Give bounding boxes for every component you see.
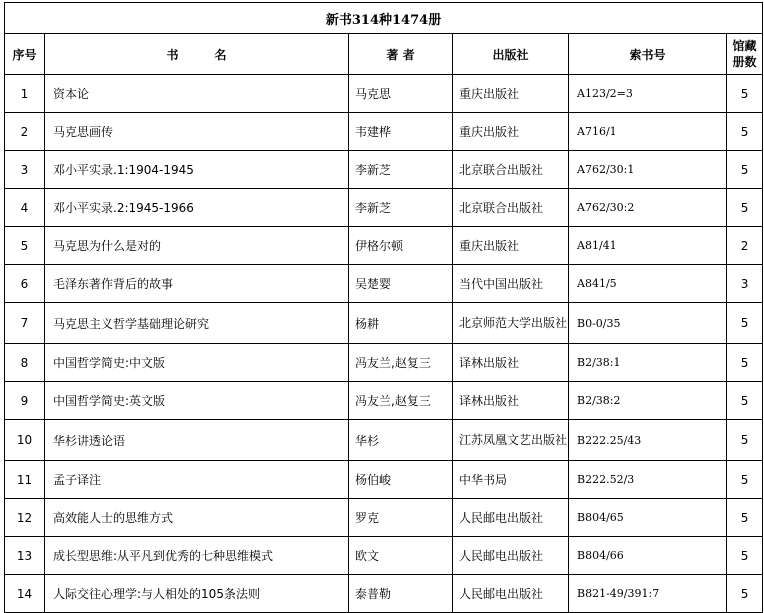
book-call-number: A123/2=3 [569, 75, 727, 113]
book-author: 伊格尔顿 [349, 227, 453, 265]
header-title: 书 名 [45, 34, 349, 75]
row-no: 7 [5, 303, 45, 344]
book-call-number: B804/65 [569, 499, 727, 537]
row-no: 12 [5, 499, 45, 537]
book-author: 李新芝 [349, 189, 453, 227]
header-no: 序号 [5, 34, 45, 75]
row-no: 6 [5, 265, 45, 303]
header-call-number: 索书号 [569, 34, 727, 75]
table-row [5, 499, 763, 537]
book-title: 华杉讲透论语 [45, 420, 349, 461]
table-row [5, 227, 763, 265]
table-row [5, 420, 763, 461]
table-row [5, 303, 763, 344]
book-call-number: B222.25/43 [569, 420, 727, 461]
book-title: 邓小平实录.1:1904-1945 [45, 151, 349, 189]
header-publisher: 出版社 [453, 34, 569, 75]
row-no: 5 [5, 227, 45, 265]
book-author: 欧文 [349, 537, 453, 575]
book-publisher: 译林出版社 [453, 382, 569, 420]
book-call-number: A762/30:2 [569, 189, 727, 227]
table-row [5, 461, 763, 499]
book-publisher: 北京联合出版社 [453, 151, 569, 189]
book-call-number: B804/66 [569, 537, 727, 575]
book-list-table [4, 2, 763, 613]
book-copies: 5 [727, 344, 763, 382]
row-no: 1 [5, 75, 45, 113]
book-author: 罗克 [349, 499, 453, 537]
book-publisher: 人民邮电出版社 [453, 575, 569, 613]
book-title: 马克思画传 [45, 113, 349, 151]
book-publisher: 重庆出版社 [453, 227, 569, 265]
book-title: 人际交往心理学:与人相处的105条法则 [45, 575, 349, 613]
book-title: 马克思主义哲学基础理论研究 [45, 303, 349, 344]
book-copies: 5 [727, 499, 763, 537]
book-copies: 2 [727, 227, 763, 265]
book-copies: 5 [727, 113, 763, 151]
row-no: 4 [5, 189, 45, 227]
book-title: 毛泽东著作背后的故事 [45, 265, 349, 303]
book-copies: 5 [727, 575, 763, 613]
book-copies: 5 [727, 75, 763, 113]
table-row [5, 151, 763, 189]
book-publisher: 人民邮电出版社 [453, 537, 569, 575]
book-copies: 5 [727, 461, 763, 499]
book-copies: 5 [727, 537, 763, 575]
book-author: 冯友兰,赵复三 [349, 344, 453, 382]
book-publisher: 北京联合出版社 [453, 189, 569, 227]
book-publisher: 译林出版社 [453, 344, 569, 382]
book-publisher: 江苏凤凰文艺出版社 [453, 420, 569, 461]
row-no: 2 [5, 113, 45, 151]
book-call-number: B0-0/35 [569, 303, 727, 344]
book-call-number: B821-49/391:7 [569, 575, 727, 613]
book-publisher: 重庆出版社 [453, 75, 569, 113]
book-copies: 5 [727, 303, 763, 344]
book-copies: 5 [727, 382, 763, 420]
table-row [5, 265, 763, 303]
row-no: 13 [5, 537, 45, 575]
table-row [5, 382, 763, 420]
row-no: 3 [5, 151, 45, 189]
row-no: 9 [5, 382, 45, 420]
header-copies: 馆藏册数 [727, 34, 763, 75]
book-copies: 5 [727, 189, 763, 227]
book-title: 中国哲学简史:中文版 [45, 344, 349, 382]
table-row [5, 113, 763, 151]
book-title: 成长型思维:从平凡到优秀的七种思维模式 [45, 537, 349, 575]
book-author: 冯友兰,赵复三 [349, 382, 453, 420]
book-call-number: B222.52/3 [569, 461, 727, 499]
book-author: 杨伯峻 [349, 461, 453, 499]
book-call-number: A841/5 [569, 265, 727, 303]
table-row [5, 344, 763, 382]
book-author: 吴楚婴 [349, 265, 453, 303]
book-publisher: 当代中国出版社 [453, 265, 569, 303]
book-call-number: A762/30:1 [569, 151, 727, 189]
book-author: 韦建桦 [349, 113, 453, 151]
book-call-number: A716/1 [569, 113, 727, 151]
table-row [5, 75, 763, 113]
book-call-number: A81/41 [569, 227, 727, 265]
table-row [5, 537, 763, 575]
book-publisher: 中华书局 [453, 461, 569, 499]
book-publisher: 重庆出版社 [453, 113, 569, 151]
book-title: 邓小平实录.2:1945-1966 [45, 189, 349, 227]
book-call-number: B2/38:1 [569, 344, 727, 382]
book-copies: 5 [727, 151, 763, 189]
book-author: 马克思 [349, 75, 453, 113]
header-author: 著 者 [349, 34, 453, 75]
book-publisher: 人民邮电出版社 [453, 499, 569, 537]
book-title: 中国哲学简史:英文版 [45, 382, 349, 420]
book-publisher: 北京师范大学出版社 [453, 303, 569, 344]
table-title: 新书314种1474册 [5, 3, 763, 34]
book-author: 华杉 [349, 420, 453, 461]
table-title-row [5, 3, 763, 34]
book-call-number: B2/38:2 [569, 382, 727, 420]
book-title: 孟子译注 [45, 461, 349, 499]
book-title: 资本论 [45, 75, 349, 113]
book-copies: 3 [727, 265, 763, 303]
book-copies: 5 [727, 420, 763, 461]
header-row [5, 34, 763, 75]
row-no: 8 [5, 344, 45, 382]
book-author: 李新芝 [349, 151, 453, 189]
row-no: 11 [5, 461, 45, 499]
table-row [5, 189, 763, 227]
row-no: 10 [5, 420, 45, 461]
book-title: 高效能人士的思维方式 [45, 499, 349, 537]
row-no: 14 [5, 575, 45, 613]
table-row [5, 575, 763, 613]
book-title: 马克思为什么是对的 [45, 227, 349, 265]
book-author: 泰普勒 [349, 575, 453, 613]
book-author: 杨耕 [349, 303, 453, 344]
